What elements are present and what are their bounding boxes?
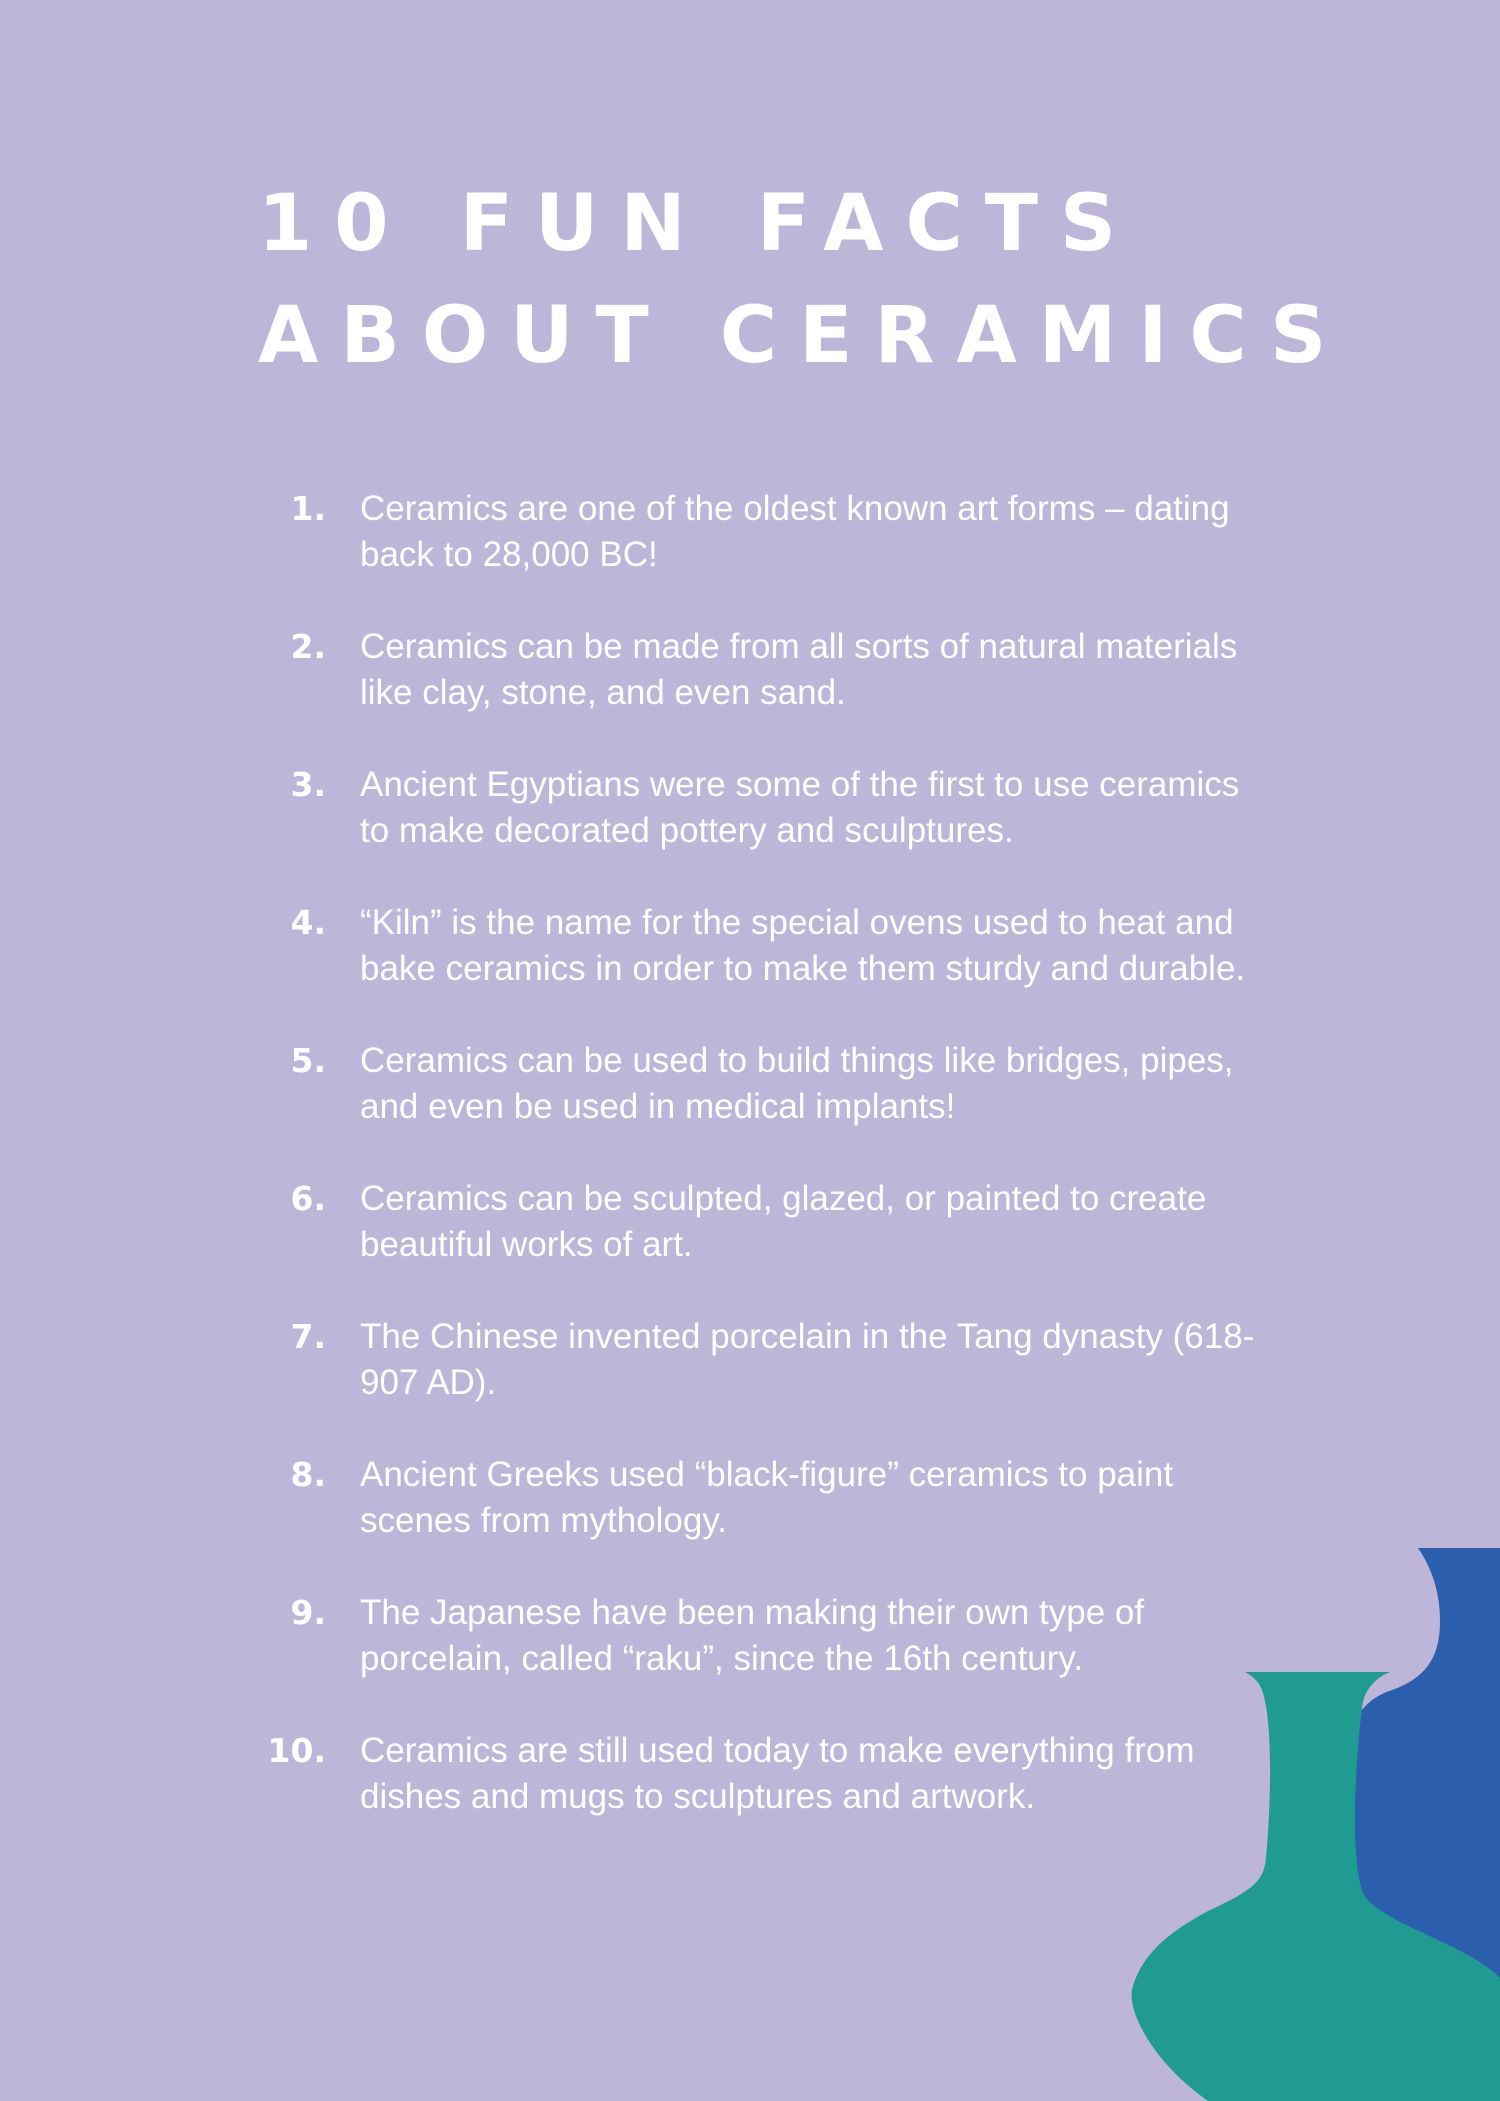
fact-number: 4. [290, 903, 326, 942]
fact-text: Ceramics are still used today to make everything from dishes and mugs to sculptures and artwork. [360, 1731, 1195, 1816]
fact-number: 10. [267, 1731, 326, 1770]
fact-text: Ceramics can be made from all sorts of natural materials like clay, stone, and even sand. [360, 627, 1238, 712]
fact-text: Ancient Greeks used “black-figure” ceramics to paint scenes from mythology. [360, 1455, 1174, 1540]
fact-number: 7. [290, 1317, 326, 1356]
fact-text: Ceramics can be sculpted, glazed, or painted to create beautiful works of art. [360, 1179, 1207, 1264]
fact-text: Ceramics can be used to build things like bridges, pipes, and even be used in medical implants! [360, 1041, 1234, 1126]
fact-text: “Kiln” is the name for the special ovens used to heat and bake ceramics in order to make them sturdy and durable. [360, 903, 1246, 988]
fact-text: Ceramics are one of the oldest known art forms – dating back to 28,000 BC! [360, 489, 1230, 574]
title-line-1: 10 FUN FACTS [258, 179, 1139, 269]
fact-number: 2. [290, 627, 326, 666]
title-line-2: ABOUT CERAMICS [258, 291, 1349, 381]
fact-number: 6. [290, 1179, 326, 1218]
fact-text: The Chinese invented porcelain in the Tang dynasty (618-907 AD). [360, 1317, 1255, 1402]
fact-number: 1. [290, 489, 326, 528]
fact-text: The Japanese have been making their own type of porcelain, called “raku”, since the 16th century. [360, 1593, 1145, 1678]
fact-number: 5. [290, 1041, 326, 1080]
fact-number: 9. [290, 1593, 326, 1632]
fact-text: Ancient Egyptians were some of the first to use ceramics to make decorated pottery and sculptures. [360, 765, 1240, 850]
fact-number: 8. [290, 1455, 326, 1494]
fact-number: 3. [290, 765, 326, 804]
